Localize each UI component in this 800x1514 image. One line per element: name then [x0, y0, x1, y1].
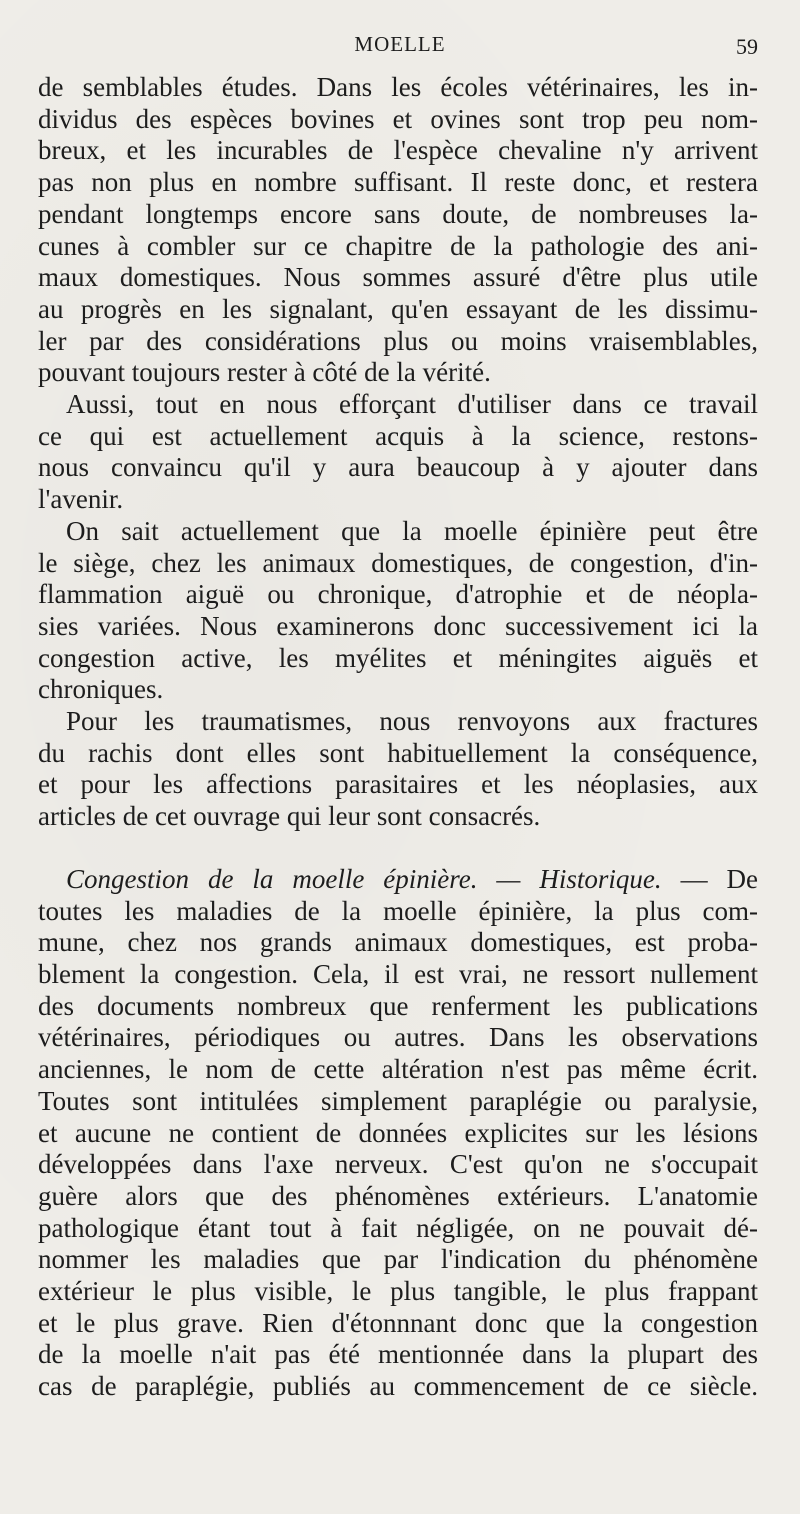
- text-line: ce qui est actuellement acquis à la science, restons-: [38, 420, 758, 451]
- text-line: de semblables études. Dans les écoles vétérinaires, les in-: [38, 72, 758, 102]
- text-line: cas de paraplégie, publiés au commencement de ce siècle.: [38, 1371, 758, 1402]
- text-line: pas non plus en nombre suffisant. Il reste donc, et restera: [38, 167, 758, 198]
- text-line: chroniques.: [38, 674, 164, 705]
- text-line: anciennes, le nom de cette altération n'est pas même écrit.: [38, 1054, 758, 1085]
- text-line: flammation aiguë ou chronique, d'atrophie et de néopla-: [38, 579, 758, 610]
- section-heading-line: [38, 864, 758, 896]
- text-line: pendant longtemps encore sans doute, de nombreuses la-: [38, 198, 758, 229]
- page-number: 59: [736, 34, 758, 59]
- section-heading: Congestion de la moelle épinière. — Historique.: [66, 863, 662, 894]
- paragraph: [38, 864, 758, 1403]
- text-line: pouvant toujours rester à côté de la vérité.: [38, 357, 491, 388]
- text-line: breux, et les incurables de l'espèce chevaline n'y arrivent: [38, 135, 758, 166]
- text-line: Toutes sont intitulées simplement paraplégie ou paralysie,: [38, 1085, 758, 1116]
- text-line: pathologique étant tout à fait négligée, on ne pouvait dé-: [38, 1212, 758, 1243]
- text-line: congestion active, les myélites et méningites aiguës et: [38, 642, 758, 673]
- text-line: Aussi, tout en nous efforçant d'utiliser dans ce travail: [66, 389, 758, 420]
- text-line: du rachis dont elles sont habituellement la conséquence,: [38, 737, 758, 768]
- text-line: et pour les affections parasitaires et les néoplasies, aux: [38, 769, 758, 800]
- text-line: On sait actuellement que la moelle épinière peut être: [66, 515, 758, 546]
- paragraph: [38, 72, 758, 389]
- section-spacer: [38, 833, 758, 864]
- paragraph: [38, 706, 758, 833]
- text-line: le siège, chez les animaux domestiques, de congestion, d'in-: [38, 547, 758, 578]
- heading-tail: — De: [661, 863, 759, 894]
- text-line: et aucune ne contient de données explicites sur les lésions: [38, 1117, 758, 1148]
- text-line: maux domestiques. Nous sommes assuré d'être plus utile: [38, 262, 758, 293]
- text-line: de la moelle n'ait pas été mentionnée dans la plupart des: [38, 1339, 758, 1370]
- text-line: mune, chez nos grands animaux domestiques, est proba-: [38, 927, 758, 958]
- text-line: développées dans l'axe nerveux. C'est qu'on ne s'occupait: [38, 1149, 758, 1180]
- body-text: [38, 72, 758, 1403]
- text-line: guère alors que des phénomènes extérieurs. L'anatomie: [38, 1180, 758, 1211]
- text-line: et le plus grave. Rien d'étonnnant donc que la congestion: [38, 1307, 758, 1338]
- text-line: l'avenir.: [38, 484, 124, 515]
- text-line: extérieur le plus visible, le plus tangible, le plus frappant: [38, 1276, 758, 1307]
- running-head-title: MOELLE: [354, 32, 446, 56]
- running-head: [40, 32, 760, 60]
- text-line: vétérinaires, périodiques ou autres. Dans les observations: [38, 1022, 758, 1053]
- text-line: nommer les maladies que par l'indication du phénomène: [38, 1244, 758, 1275]
- text-line: articles de cet ouvrage qui leur sont consacrés.: [38, 801, 541, 832]
- text-line: blement la congestion. Cela, il est vrai, ne ressort nullement: [38, 958, 758, 989]
- text-line: Pour les traumatismes, nous renvoyons aux fractures: [66, 706, 758, 737]
- text-line: toutes les maladies de la moelle épinière, la plus com-: [38, 895, 758, 926]
- paragraph: [38, 389, 758, 516]
- text-line: dividus des espèces bovines et ovines sont trop peu nom-: [38, 103, 758, 134]
- paragraph: [38, 516, 758, 706]
- text-line: au progrès en les signalant, qu'en essayant de les dissimu-: [38, 293, 758, 324]
- text-line: sies variées. Nous examinerons donc successivement ici la: [38, 610, 758, 641]
- text-line: nous convaincu qu'il y aura beaucoup à y ajouter dans: [38, 452, 758, 483]
- text-line: cunes à combler sur ce chapitre de la pathologie des ani-: [38, 230, 758, 261]
- text-line: des documents nombreux que renferment les publications: [38, 990, 758, 1021]
- text-line: ler par des considérations plus ou moins vraisemblables,: [38, 325, 758, 356]
